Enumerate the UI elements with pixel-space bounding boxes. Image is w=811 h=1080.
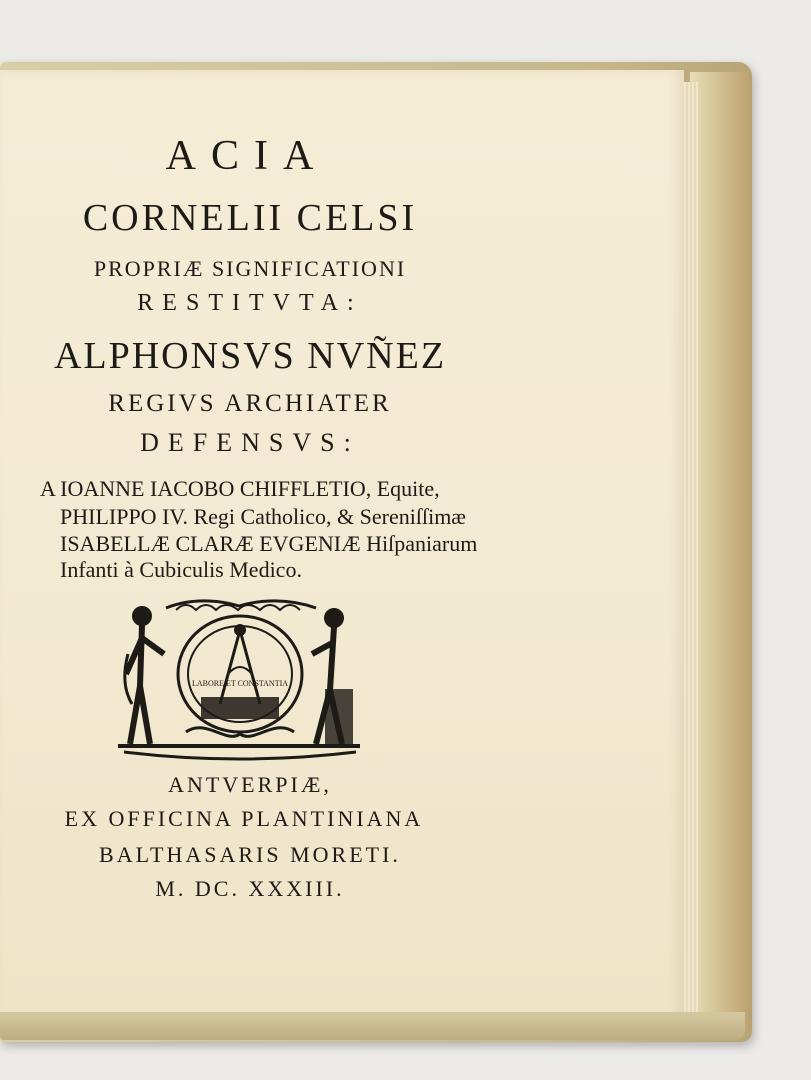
title-line-acia: ACIA bbox=[165, 133, 329, 179]
title-line-propriae: PROPRIÆ SIGNIFICATIONI bbox=[93, 256, 407, 281]
author-line-2: PHILIPPO IV. Regi Catholico, & Sereniſſimæ bbox=[60, 504, 466, 529]
device-motto: LABORE ET CONSTANTIA bbox=[191, 679, 289, 688]
title-line-cornelii-celsi: CORNELII CELSI bbox=[82, 197, 418, 239]
imprint-printer: BALTHASARIS MORETI. bbox=[99, 842, 401, 867]
vellum-fore-edge bbox=[690, 72, 752, 1032]
imprint-place: ANTVERPIÆ, bbox=[168, 772, 332, 797]
author-line-3: ISABELLÆ CLARÆ EVGENIÆ Hiſpaniarum bbox=[60, 531, 478, 556]
imprint-year: M. DC. XXXIII. bbox=[155, 876, 345, 901]
compass-printer-device-icon bbox=[116, 594, 362, 762]
binding-bottom-edge bbox=[0, 1012, 745, 1040]
title-line-defensus: DEFENSVS: bbox=[140, 428, 360, 457]
title-line-restituta: RESTITVTA: bbox=[137, 290, 363, 316]
title-line-regius: REGIVS ARCHIATER bbox=[108, 390, 392, 417]
author-line-1: A IOANNE IACOBO CHIFFLETIO, Equite, bbox=[40, 476, 440, 501]
author-line-4: Infanti à Cubiculis Medico. bbox=[60, 557, 302, 582]
title-line-alphonsus: ALPHONSVS NVÑEZ bbox=[53, 335, 447, 377]
imprint-office: EX OFFICINA PLANTINIANA bbox=[64, 806, 424, 831]
